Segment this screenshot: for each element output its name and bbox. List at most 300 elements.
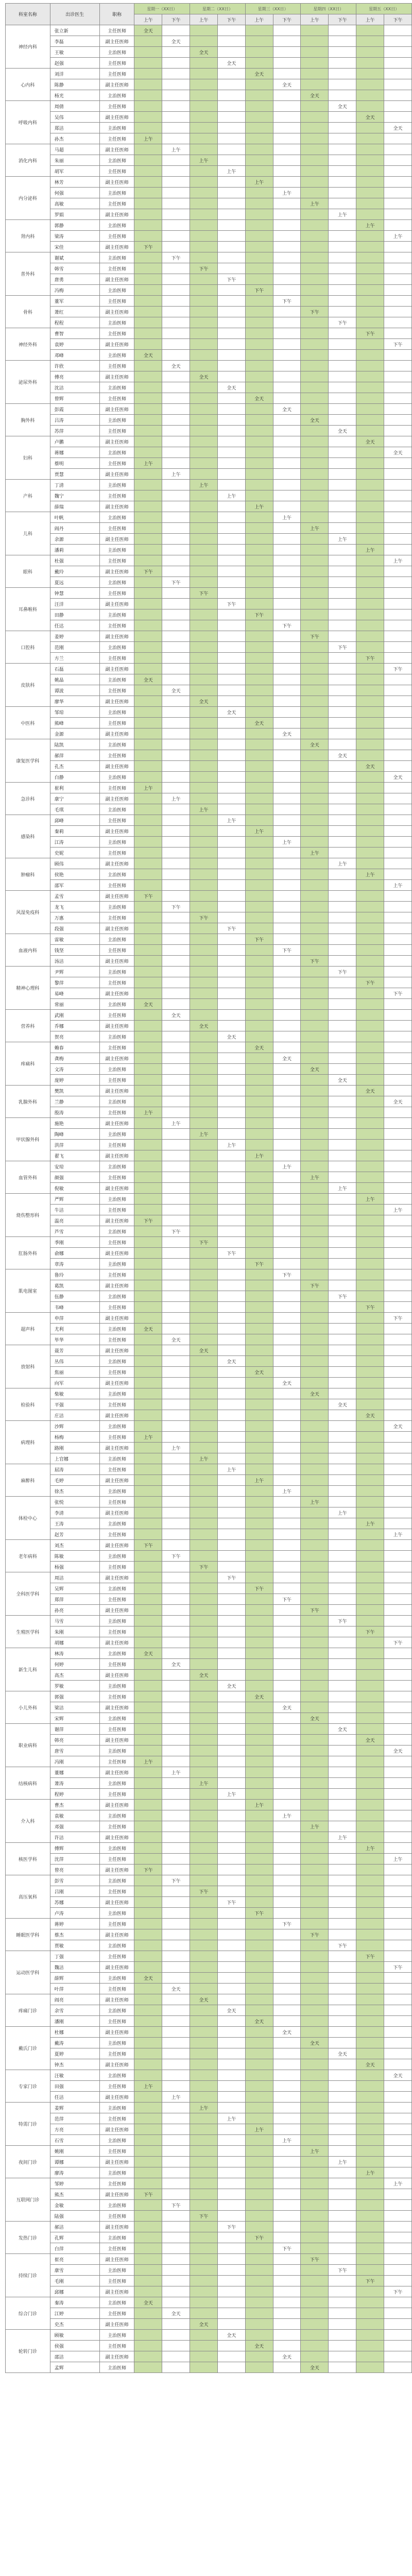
schedule-cell	[245, 1637, 273, 1648]
schedule-cell	[384, 1919, 412, 1929]
schedule-cell	[329, 1421, 356, 1432]
schedule-cell	[162, 426, 190, 436]
schedule-cell	[217, 2265, 245, 2276]
schedule-cell	[217, 1399, 245, 1410]
doctor-title: 副主任医师	[99, 436, 134, 447]
schedule-cell	[190, 2341, 218, 2351]
schedule-cell: 全天	[245, 718, 273, 728]
schedule-cell	[356, 2319, 384, 2330]
schedule-cell	[329, 1886, 356, 1897]
doctor-name: 郭静	[50, 220, 99, 231]
schedule-cell	[301, 69, 329, 79]
schedule-cell	[245, 837, 273, 848]
schedule-cell	[329, 815, 356, 826]
schedule-cell	[134, 577, 162, 588]
doctor-title: 主任医师	[99, 523, 134, 534]
table-row	[6, 101, 412, 112]
schedule-cell	[329, 1994, 356, 2005]
schedule-cell	[273, 69, 301, 79]
schedule-cell	[134, 2254, 162, 2265]
schedule-cell	[217, 350, 245, 361]
schedule-cell	[134, 967, 162, 977]
schedule-cell	[273, 534, 301, 545]
doctor-name: 彭霞	[50, 404, 99, 415]
schedule-cell	[301, 382, 329, 393]
schedule-cell: 全天	[162, 36, 190, 47]
doctor-name: 汪洋	[50, 599, 99, 609]
schedule-cell	[329, 1681, 356, 1691]
schedule-cell	[273, 1010, 301, 1021]
schedule-cell	[273, 1854, 301, 1865]
table-row	[6, 1443, 412, 1453]
doctor-title: 副主任医师	[99, 1053, 134, 1064]
schedule-cell	[329, 1086, 356, 1096]
schedule-cell: 下午	[384, 1962, 412, 1973]
schedule-cell	[162, 2167, 190, 2178]
schedule-cell	[356, 1778, 384, 1789]
schedule-cell	[245, 231, 273, 242]
table-row	[6, 902, 412, 912]
schedule-cell	[245, 1756, 273, 1767]
schedule-cell	[217, 1659, 245, 1670]
doctor-name: 樊凯	[50, 1086, 99, 1096]
schedule-cell: 上午	[217, 1140, 245, 1150]
schedule-cell	[384, 350, 412, 361]
doctor-title: 主任医师	[99, 2178, 134, 2189]
schedule-cell	[245, 1053, 273, 1064]
schedule-cell	[273, 1551, 301, 1562]
schedule-cell	[329, 1529, 356, 1540]
doctor-name: 易峰	[50, 988, 99, 999]
schedule-cell	[245, 1064, 273, 1075]
schedule-cell	[301, 1031, 329, 1042]
schedule-cell	[217, 1745, 245, 1756]
schedule-cell	[162, 999, 190, 1010]
schedule-cell	[217, 555, 245, 566]
schedule-cell	[301, 555, 329, 566]
doctor-name: 罗娟	[50, 209, 99, 220]
schedule-cell	[190, 1280, 218, 1291]
schedule-cell	[134, 1626, 162, 1637]
table-row	[6, 2189, 412, 2200]
schedule-cell	[190, 988, 218, 999]
schedule-cell	[356, 317, 384, 328]
schedule-cell	[134, 772, 162, 783]
doctor-title: 主任医师	[99, 296, 134, 307]
schedule-cell	[356, 1994, 384, 2005]
schedule-cell	[217, 1064, 245, 1075]
schedule-cell	[301, 664, 329, 674]
schedule-cell	[217, 1735, 245, 1745]
schedule-cell: 上午	[162, 793, 190, 804]
schedule-cell	[301, 2232, 329, 2243]
schedule-cell	[162, 317, 190, 328]
schedule-cell	[329, 609, 356, 620]
schedule-cell	[190, 1745, 218, 1756]
schedule-cell	[190, 501, 218, 512]
schedule-cell	[273, 1929, 301, 1940]
doctor-name: 马雪	[50, 1616, 99, 1626]
schedule-cell	[356, 1432, 384, 1443]
schedule-cell	[356, 566, 384, 577]
schedule-cell	[329, 480, 356, 490]
schedule-cell	[384, 1626, 412, 1637]
schedule-cell	[245, 1810, 273, 1821]
schedule-cell	[329, 447, 356, 458]
schedule-cell	[217, 1313, 245, 1324]
schedule-cell	[190, 1583, 218, 1594]
schedule-cell	[273, 1226, 301, 1237]
schedule-cell	[190, 1183, 218, 1194]
schedule-cell	[384, 2167, 412, 2178]
schedule-cell	[356, 188, 384, 198]
schedule-cell: 上午	[329, 209, 356, 220]
schedule-cell	[162, 2146, 190, 2157]
schedule-cell	[301, 620, 329, 631]
schedule-cell: 下午	[329, 642, 356, 653]
schedule-cell	[245, 36, 273, 47]
schedule-cell	[162, 664, 190, 674]
schedule-cell	[356, 1367, 384, 1378]
schedule-cell	[217, 1150, 245, 1161]
schedule-cell	[329, 1475, 356, 1486]
schedule-cell	[329, 339, 356, 350]
schedule-cell	[190, 382, 218, 393]
schedule-cell	[384, 1064, 412, 1075]
schedule-cell	[162, 891, 190, 902]
schedule-cell	[301, 1086, 329, 1096]
doctor-title: 主治医师	[99, 2297, 134, 2308]
schedule-cell	[356, 577, 384, 588]
doctor-name: 章涛	[50, 1259, 99, 1269]
schedule-cell: 上午	[134, 133, 162, 144]
schedule-cell	[273, 490, 301, 501]
schedule-cell	[356, 718, 384, 728]
schedule-cell	[273, 393, 301, 404]
doctor-name: 杨强	[50, 1562, 99, 1572]
schedule-cell	[190, 1356, 218, 1367]
pm-header: 下午	[329, 14, 356, 25]
schedule-cell: 上午	[356, 220, 384, 231]
schedule-cell	[190, 2135, 218, 2146]
schedule-cell	[217, 1378, 245, 1388]
schedule-cell	[162, 2135, 190, 2146]
schedule-cell	[245, 101, 273, 112]
schedule-cell: 全天	[217, 382, 245, 393]
doctor-title: 主任医师	[99, 361, 134, 371]
schedule-cell	[273, 2254, 301, 2265]
doctor-title: 副主任医师	[99, 1378, 134, 1388]
table-row	[6, 1497, 412, 1507]
schedule-cell: 下午	[217, 599, 245, 609]
schedule-cell	[190, 923, 218, 934]
schedule-cell	[384, 1410, 412, 1421]
schedule-cell	[356, 674, 384, 685]
schedule-cell	[190, 728, 218, 739]
doctor-name: 白萍	[50, 2243, 99, 2254]
schedule-cell	[273, 155, 301, 166]
schedule-cell	[356, 1810, 384, 1821]
doctor-name: 康宁	[50, 793, 99, 804]
schedule-cell	[190, 1551, 218, 1562]
doctor-title: 副主任医师	[99, 307, 134, 317]
schedule-cell: 下午	[301, 1605, 329, 1616]
schedule-cell	[273, 1497, 301, 1507]
department-name: 肌电图室	[6, 1269, 50, 1313]
table-row	[6, 58, 412, 69]
schedule-cell	[190, 1616, 218, 1626]
schedule-cell	[356, 555, 384, 566]
schedule-cell	[301, 1583, 329, 1594]
schedule-cell	[190, 1767, 218, 1778]
doctor-name: 葛凯	[50, 1280, 99, 1291]
schedule-cell	[384, 1821, 412, 1832]
schedule-cell	[245, 188, 273, 198]
schedule-cell	[329, 58, 356, 69]
schedule-cell: 全天	[329, 101, 356, 112]
schedule-cell	[245, 2027, 273, 2038]
schedule-cell: 下午	[162, 1551, 190, 1562]
table-row	[6, 512, 412, 523]
schedule-cell	[245, 707, 273, 718]
doctor-title: 主治医师	[99, 47, 134, 58]
schedule-cell	[217, 339, 245, 350]
schedule-cell	[356, 274, 384, 285]
doctor-title: 主治医师	[99, 415, 134, 426]
schedule-cell: 上午	[384, 1529, 412, 1540]
schedule-cell	[245, 1562, 273, 1572]
schedule-cell	[329, 2059, 356, 2070]
schedule-cell: 上午	[245, 2124, 273, 2135]
schedule-cell	[356, 1886, 384, 1897]
schedule-cell	[190, 1865, 218, 1875]
schedule-cell: 下午	[162, 902, 190, 912]
schedule-cell	[329, 350, 356, 361]
doctor-name: 梁涛	[50, 231, 99, 242]
department-name: 互联网门诊	[6, 2178, 50, 2222]
table-row	[6, 566, 412, 577]
schedule-cell	[162, 458, 190, 469]
schedule-cell	[245, 772, 273, 783]
schedule-cell	[134, 1183, 162, 1194]
schedule-cell: 上午	[301, 848, 329, 858]
schedule-cell	[329, 1497, 356, 1507]
schedule-cell	[190, 1821, 218, 1832]
schedule-cell: 下午	[190, 912, 218, 923]
schedule-cell	[217, 1075, 245, 1086]
schedule-cell	[273, 1042, 301, 1053]
schedule-cell	[162, 2341, 190, 2351]
schedule-cell	[329, 1280, 356, 1291]
schedule-cell	[384, 1908, 412, 1919]
schedule-cell	[273, 1756, 301, 1767]
schedule-cell: 上午	[245, 1800, 273, 1810]
schedule-cell	[245, 1118, 273, 1129]
doctor-title: 主治医师	[99, 1453, 134, 1464]
schedule-cell	[217, 447, 245, 458]
schedule-cell	[217, 956, 245, 967]
schedule-cell	[356, 1378, 384, 1388]
schedule-cell: 全天	[162, 1984, 190, 1994]
schedule-cell	[301, 793, 329, 804]
schedule-cell	[134, 1929, 162, 1940]
schedule-cell: 上午	[162, 2092, 190, 2103]
schedule-cell	[162, 512, 190, 523]
doctor-name: 彭雪	[50, 1875, 99, 1886]
schedule-cell	[245, 2319, 273, 2330]
schedule-cell: 上午	[301, 523, 329, 534]
schedule-cell: 下午	[190, 1237, 218, 1248]
schedule-cell	[356, 988, 384, 999]
schedule-cell: 全天	[134, 999, 162, 1010]
schedule-cell	[217, 25, 245, 36]
schedule-cell	[301, 490, 329, 501]
schedule-cell	[217, 534, 245, 545]
schedule-cell: 全天	[273, 79, 301, 90]
doctor-name: 顾敏	[50, 2330, 99, 2341]
schedule-cell	[162, 2330, 190, 2341]
schedule-cell	[134, 274, 162, 285]
schedule-cell	[134, 2135, 162, 2146]
schedule-cell	[245, 1886, 273, 1897]
schedule-cell	[356, 1269, 384, 1280]
schedule-cell	[329, 761, 356, 772]
schedule-cell	[217, 123, 245, 133]
schedule-cell	[217, 1702, 245, 1713]
doctor-name: 顾伟	[50, 858, 99, 869]
schedule-cell	[329, 1021, 356, 1031]
table-row	[6, 1205, 412, 1215]
doctor-title: 副主任医师	[99, 501, 134, 512]
doctor-name: 韩亮	[50, 1735, 99, 1745]
schedule-cell	[245, 2243, 273, 2254]
schedule-cell: 上午	[273, 2135, 301, 2146]
table-row	[6, 361, 412, 371]
schedule-cell	[384, 307, 412, 317]
schedule-cell	[329, 1248, 356, 1259]
schedule-cell	[190, 2362, 218, 2373]
schedule-cell	[301, 25, 329, 36]
doctor-title: 主治医师	[99, 1324, 134, 1334]
doctor-name: 萧红	[50, 307, 99, 317]
schedule-cell	[329, 361, 356, 371]
schedule-cell	[217, 1713, 245, 1724]
schedule-cell	[190, 1735, 218, 1745]
schedule-cell	[134, 1205, 162, 1215]
schedule-cell	[384, 826, 412, 837]
schedule-cell: 下午	[190, 1886, 218, 1897]
schedule-cell	[301, 804, 329, 815]
schedule-cell	[329, 2005, 356, 2016]
schedule-cell	[217, 2027, 245, 2038]
schedule-cell	[301, 1529, 329, 1540]
schedule-cell	[245, 2146, 273, 2157]
schedule-cell	[190, 674, 218, 685]
schedule-cell	[273, 2103, 301, 2113]
schedule-cell	[384, 1302, 412, 1313]
schedule-cell	[190, 858, 218, 869]
schedule-cell	[217, 393, 245, 404]
schedule-cell	[162, 555, 190, 566]
schedule-cell	[217, 2189, 245, 2200]
schedule-cell	[301, 1875, 329, 1886]
schedule-cell	[162, 1518, 190, 1529]
schedule-cell: 全天	[134, 350, 162, 361]
schedule-cell	[356, 36, 384, 47]
schedule-cell	[356, 252, 384, 263]
schedule-cell	[190, 631, 218, 642]
schedule-cell	[217, 1919, 245, 1929]
schedule-cell: 全天	[301, 90, 329, 101]
schedule-cell	[245, 2059, 273, 2070]
schedule-cell	[190, 296, 218, 307]
table-header	[6, 4, 412, 25]
doctor-title: 副主任医师	[99, 566, 134, 577]
schedule-cell	[217, 1010, 245, 1021]
schedule-cell	[329, 458, 356, 469]
schedule-cell	[245, 1172, 273, 1183]
schedule-cell	[329, 848, 356, 858]
schedule-cell	[134, 1475, 162, 1486]
schedule-cell: 上午	[217, 2113, 245, 2124]
doctor-name: 郝萍	[50, 750, 99, 761]
schedule-cell	[329, 1810, 356, 1821]
schedule-cell	[301, 1107, 329, 1118]
schedule-cell	[273, 1800, 301, 1810]
schedule-cell	[217, 1291, 245, 1302]
schedule-cell	[245, 2362, 273, 2373]
schedule-cell	[273, 1356, 301, 1367]
doctor-name: 秦莉	[50, 826, 99, 837]
schedule-cell	[273, 1940, 301, 1951]
schedule-cell	[162, 1919, 190, 1929]
schedule-cell	[245, 198, 273, 209]
schedule-cell	[190, 577, 218, 588]
doctor-title: 主任医师	[99, 685, 134, 696]
schedule-cell	[273, 2222, 301, 2232]
schedule-cell	[217, 252, 245, 263]
doctor-title: 主任医师	[99, 1172, 134, 1183]
schedule-cell	[301, 426, 329, 436]
schedule-cell	[245, 1843, 273, 1854]
schedule-cell	[190, 739, 218, 750]
schedule-cell	[134, 1075, 162, 1086]
schedule-cell	[301, 1973, 329, 1984]
schedule-cell	[245, 144, 273, 155]
schedule-cell	[245, 1529, 273, 1540]
table-row	[6, 1302, 412, 1313]
schedule-cell	[162, 79, 190, 90]
schedule-cell	[162, 1529, 190, 1540]
schedule-cell	[384, 2103, 412, 2113]
schedule-cell	[162, 869, 190, 880]
schedule-cell	[162, 1745, 190, 1756]
schedule-cell	[329, 718, 356, 728]
schedule-cell	[134, 2113, 162, 2124]
schedule-cell	[217, 2081, 245, 2092]
schedule-cell	[301, 2178, 329, 2189]
doctor-name: 阎丹	[50, 523, 99, 534]
schedule-cell	[384, 1345, 412, 1356]
schedule-cell	[162, 945, 190, 956]
schedule-cell	[384, 2092, 412, 2103]
department-name: 消化内科	[6, 144, 50, 177]
schedule-cell	[190, 90, 218, 101]
schedule-cell	[384, 642, 412, 653]
table-row	[6, 1940, 412, 1951]
schedule-cell	[356, 1908, 384, 1919]
doctor-name: 田静	[50, 609, 99, 620]
